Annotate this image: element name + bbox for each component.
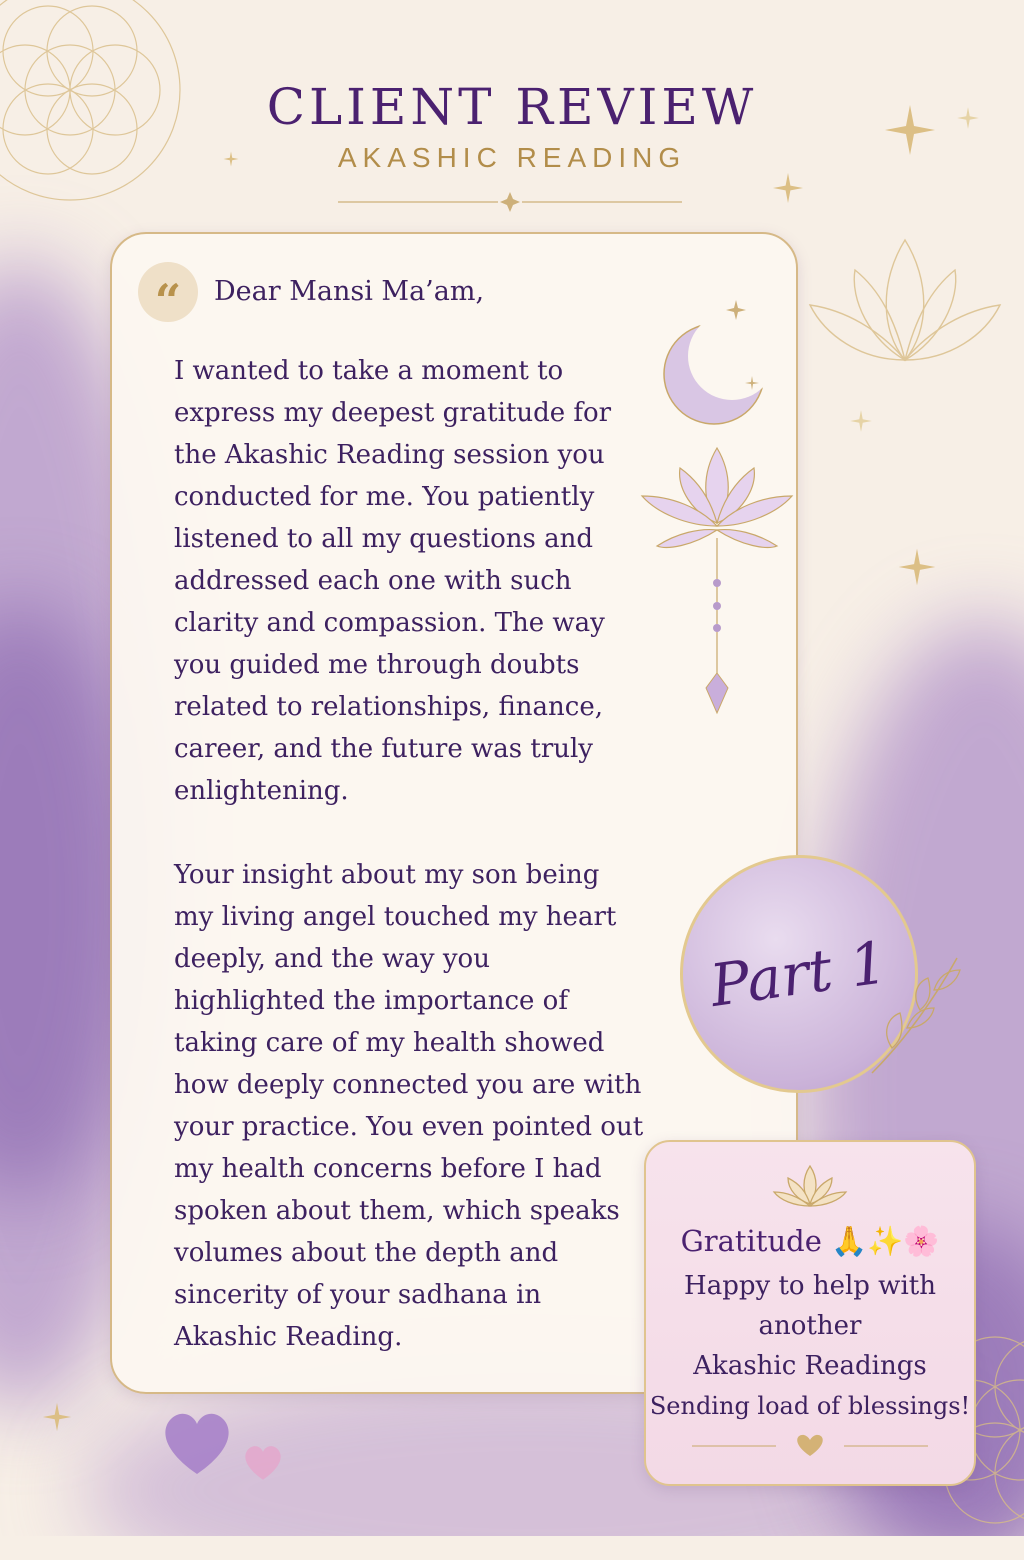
lotus-icon	[772, 1162, 848, 1208]
gratitude-line: Akashic Readings	[693, 1351, 927, 1381]
gratitude-line: another	[758, 1311, 862, 1341]
letter-body	[174, 350, 644, 1400]
sparkle-icon	[40, 1400, 74, 1434]
sparkle-icon	[770, 170, 806, 206]
heart-icon	[242, 1444, 284, 1482]
quote-icon: “	[138, 262, 198, 322]
sparkle-icon	[895, 545, 939, 589]
crescent-moon-icon	[632, 288, 802, 718]
heart-icon	[160, 1410, 234, 1478]
gratitude-card	[644, 1140, 976, 1486]
page-title: CLIENT REVIEW	[266, 78, 758, 136]
letter-salutation: Dear Mansi Ma’am,	[214, 276, 485, 307]
gratitude-message	[646, 1266, 974, 1426]
gratitude-line: Sending load of blessings!	[649, 1392, 971, 1420]
letter-paragraph: Your insight about my son being my living angel touched my heart deeply, and the way you highlighted the importance of taking care of my health showed how deeply connected you are with your practice. You even pointed out my health concerns before I had spoken about them, which speaks volumes about the depth and sincerity of your sadhana in Akashic Reading.	[174, 860, 644, 1352]
gratitude-title: Gratitude 🙏✨🌸	[680, 1224, 940, 1258]
sparkle-icon	[848, 408, 874, 434]
part-label: Part 1	[706, 927, 892, 1021]
page-subtitle: AKASHIC READING	[337, 142, 687, 173]
header-divider	[338, 192, 682, 212]
letter-paragraph: I wanted to take a moment to express my deepest gratitude for the Akashic Reading session you conducted for me. You patiently listened to all my questions and addressed each one with such clarity and compassion. The way you guided me through doubts related to relationships, finance, career, and the future was truly enlightening.	[174, 356, 612, 806]
lotus-icon	[800, 220, 1010, 380]
header	[0, 78, 1024, 174]
heart-divider	[692, 1432, 928, 1460]
gratitude-line: Happy to help with	[684, 1271, 936, 1301]
leaf-branch-icon	[862, 948, 972, 1078]
